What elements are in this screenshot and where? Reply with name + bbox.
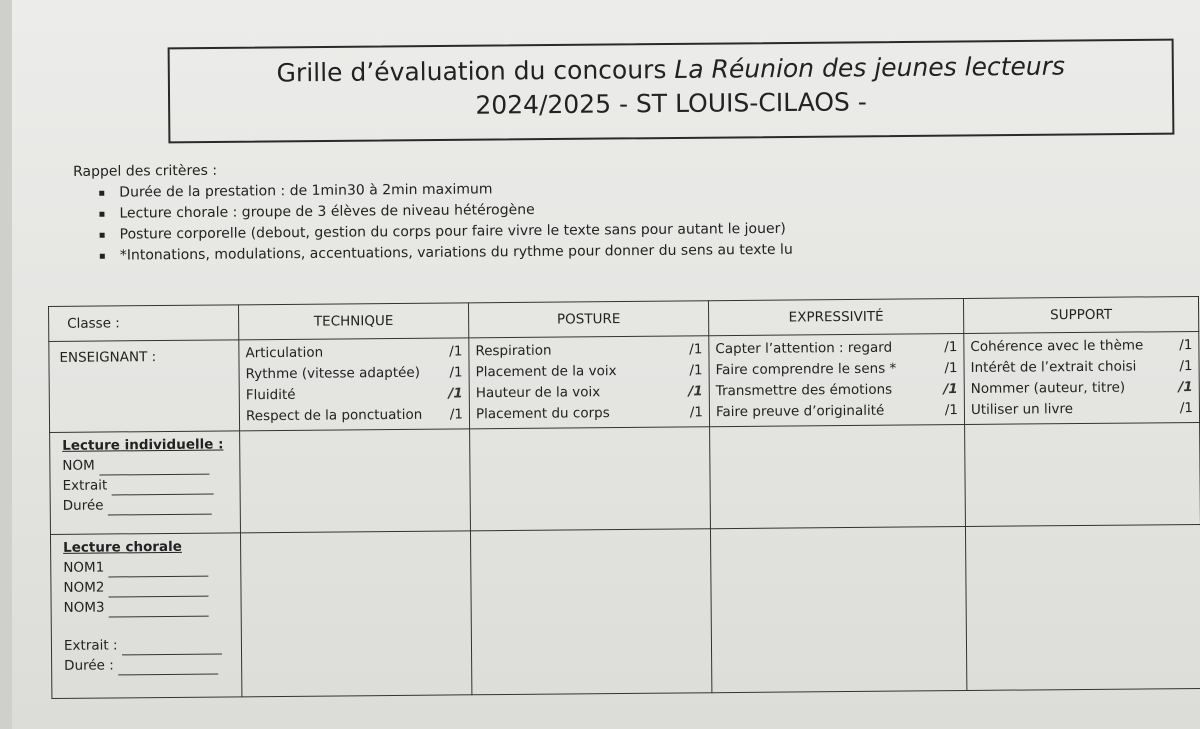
- individual-expressivite-score[interactable]: [710, 425, 966, 529]
- criteria-reminder: [73, 156, 793, 267]
- criterion-score: /1: [944, 339, 958, 356]
- chorale-reading-row: [50, 524, 1200, 698]
- criterion-score: /1: [943, 381, 958, 398]
- criterion-label: Placement du corps: [475, 405, 610, 423]
- technique-criteria: [239, 338, 470, 431]
- criterion-label: Nommer (auteur, titre): [970, 379, 1126, 397]
- individual-technique-score[interactable]: [240, 429, 471, 533]
- expressivite-criteria: [709, 334, 965, 427]
- title-line-2: 2024/2025 - ST LOUIS-CILAOS -: [475, 87, 867, 120]
- teacher-row: [49, 331, 1200, 432]
- support-criteria: [964, 331, 1200, 424]
- chorale-duration-field[interactable]: Durée :: [64, 654, 235, 675]
- individual-reading-row: [50, 422, 1200, 534]
- criterion-row: [475, 339, 702, 362]
- criterion-score: /1: [689, 362, 703, 379]
- chorale-technique-score[interactable]: [240, 531, 471, 697]
- individual-support-score[interactable]: [965, 422, 1200, 526]
- chorale-expressivite-score[interactable]: [710, 527, 966, 693]
- criterion-score: /1: [944, 402, 959, 419]
- header-expressivite: EXPRESSIVITÉ: [708, 299, 963, 336]
- individual-duration-field[interactable]: Durée: [63, 494, 234, 515]
- criterion-row: [476, 360, 703, 383]
- title-prefix: Grille d’évaluation du concours: [276, 54, 675, 88]
- criterion-score: /1: [1178, 379, 1193, 396]
- criterion-label: Fluidité: [245, 386, 296, 404]
- criterion-label: Faire preuve d’originalité: [715, 402, 885, 421]
- criterion-row: [716, 379, 958, 402]
- criterion-row: [715, 337, 957, 360]
- criterion-score: /1: [689, 341, 703, 358]
- chorale-extract-field[interactable]: Extrait :: [64, 634, 235, 655]
- criterion-label: Respect de la ponctuation: [245, 406, 423, 425]
- individual-extract-field[interactable]: Extrait: [62, 474, 233, 495]
- criterion-label: Placement de la voix: [475, 363, 617, 381]
- criterion-row: [970, 356, 1192, 379]
- chorale-heading: Lecture chorale: [63, 538, 182, 556]
- criterion-score: /1: [449, 343, 463, 360]
- individual-name-field[interactable]: NOM: [62, 454, 233, 475]
- criterion-label: Hauteur de la voix: [475, 384, 601, 402]
- evaluation-grid: [48, 296, 1200, 708]
- criterion-score: /1: [449, 364, 463, 381]
- chorale-name2-field[interactable]: NOM2: [63, 576, 234, 597]
- chorale-name3-field[interactable]: NOM3: [64, 596, 235, 617]
- page-edge: [0, 0, 12, 729]
- criterion-label: Cohérence avec le thème: [970, 337, 1144, 355]
- criterion-score: /1: [689, 404, 704, 421]
- criterion-label: Rythme (vitesse adaptée): [245, 364, 421, 383]
- teacher-label: ENSEIGNANT :: [49, 340, 240, 433]
- criterion-row: [245, 341, 462, 364]
- individual-heading: Lecture individuelle :: [62, 436, 224, 454]
- criterion-row: [971, 398, 1193, 421]
- criterion-row: [246, 383, 463, 406]
- criterion-label: Utiliser un livre: [970, 401, 1074, 418]
- criterion-label: Faire comprendre le sens *: [715, 360, 897, 379]
- header-posture: POSTURE: [468, 301, 708, 338]
- criterion-row: [971, 377, 1193, 400]
- criterion-score: /1: [1179, 358, 1193, 375]
- criterion-row: [716, 400, 958, 423]
- criterion-score: /1: [1179, 337, 1193, 354]
- criteria-item: Durée de la prestation : de 1min30 à 2min maximum: [99, 177, 792, 204]
- criteria-item: Posture corporelle (debout, gestion du corps pour faire vivre le texte sans pour autant le jouer): [100, 219, 793, 246]
- criterion-row: [476, 381, 703, 404]
- criterion-row: [246, 404, 463, 427]
- criterion-label: Capter l’attention : regard: [715, 339, 893, 358]
- individual-posture-score[interactable]: [470, 427, 711, 531]
- criterion-score: /1: [688, 383, 703, 400]
- criterion-row: [715, 358, 957, 381]
- criterion-row: [476, 402, 703, 425]
- title-box: [168, 39, 1175, 144]
- criterion-label: Transmettre des émotions: [715, 381, 893, 400]
- posture-criteria: [469, 336, 710, 429]
- criteria-item: Lecture chorale : groupe de 3 élèves de niveau hétérogène: [99, 198, 792, 225]
- criterion-label: Articulation: [245, 344, 324, 362]
- criteria-heading: Rappel des critères :: [73, 162, 218, 180]
- criterion-score: /1: [1179, 400, 1194, 417]
- evaluation-table: [48, 296, 1200, 699]
- chorale-info: [50, 533, 241, 699]
- criterion-score: /1: [449, 406, 464, 423]
- criterion-label: Intérêt de l’extrait choisi: [970, 358, 1137, 376]
- criterion-score: /1: [944, 360, 958, 377]
- criterion-row: [970, 335, 1192, 358]
- header-classe: Classe :: [49, 305, 239, 342]
- chorale-support-score[interactable]: [965, 524, 1200, 690]
- criterion-score: /1: [448, 385, 463, 402]
- criteria-item: *Intonations, modulations, accentuations, variations du rythme pour donner du sens au texte lu: [100, 240, 793, 267]
- title-contest-name: La Réunion des jeunes lecteurs: [674, 51, 1066, 84]
- chorale-posture-score[interactable]: [470, 529, 711, 695]
- individual-info: [50, 431, 241, 535]
- criterion-label: Respiration: [475, 342, 552, 360]
- chorale-name1-field[interactable]: NOM1: [63, 556, 234, 577]
- header-support: SUPPORT: [963, 296, 1198, 333]
- header-technique: TECHNIQUE: [238, 303, 468, 340]
- criterion-row: [246, 362, 463, 385]
- criteria-list: [73, 177, 793, 267]
